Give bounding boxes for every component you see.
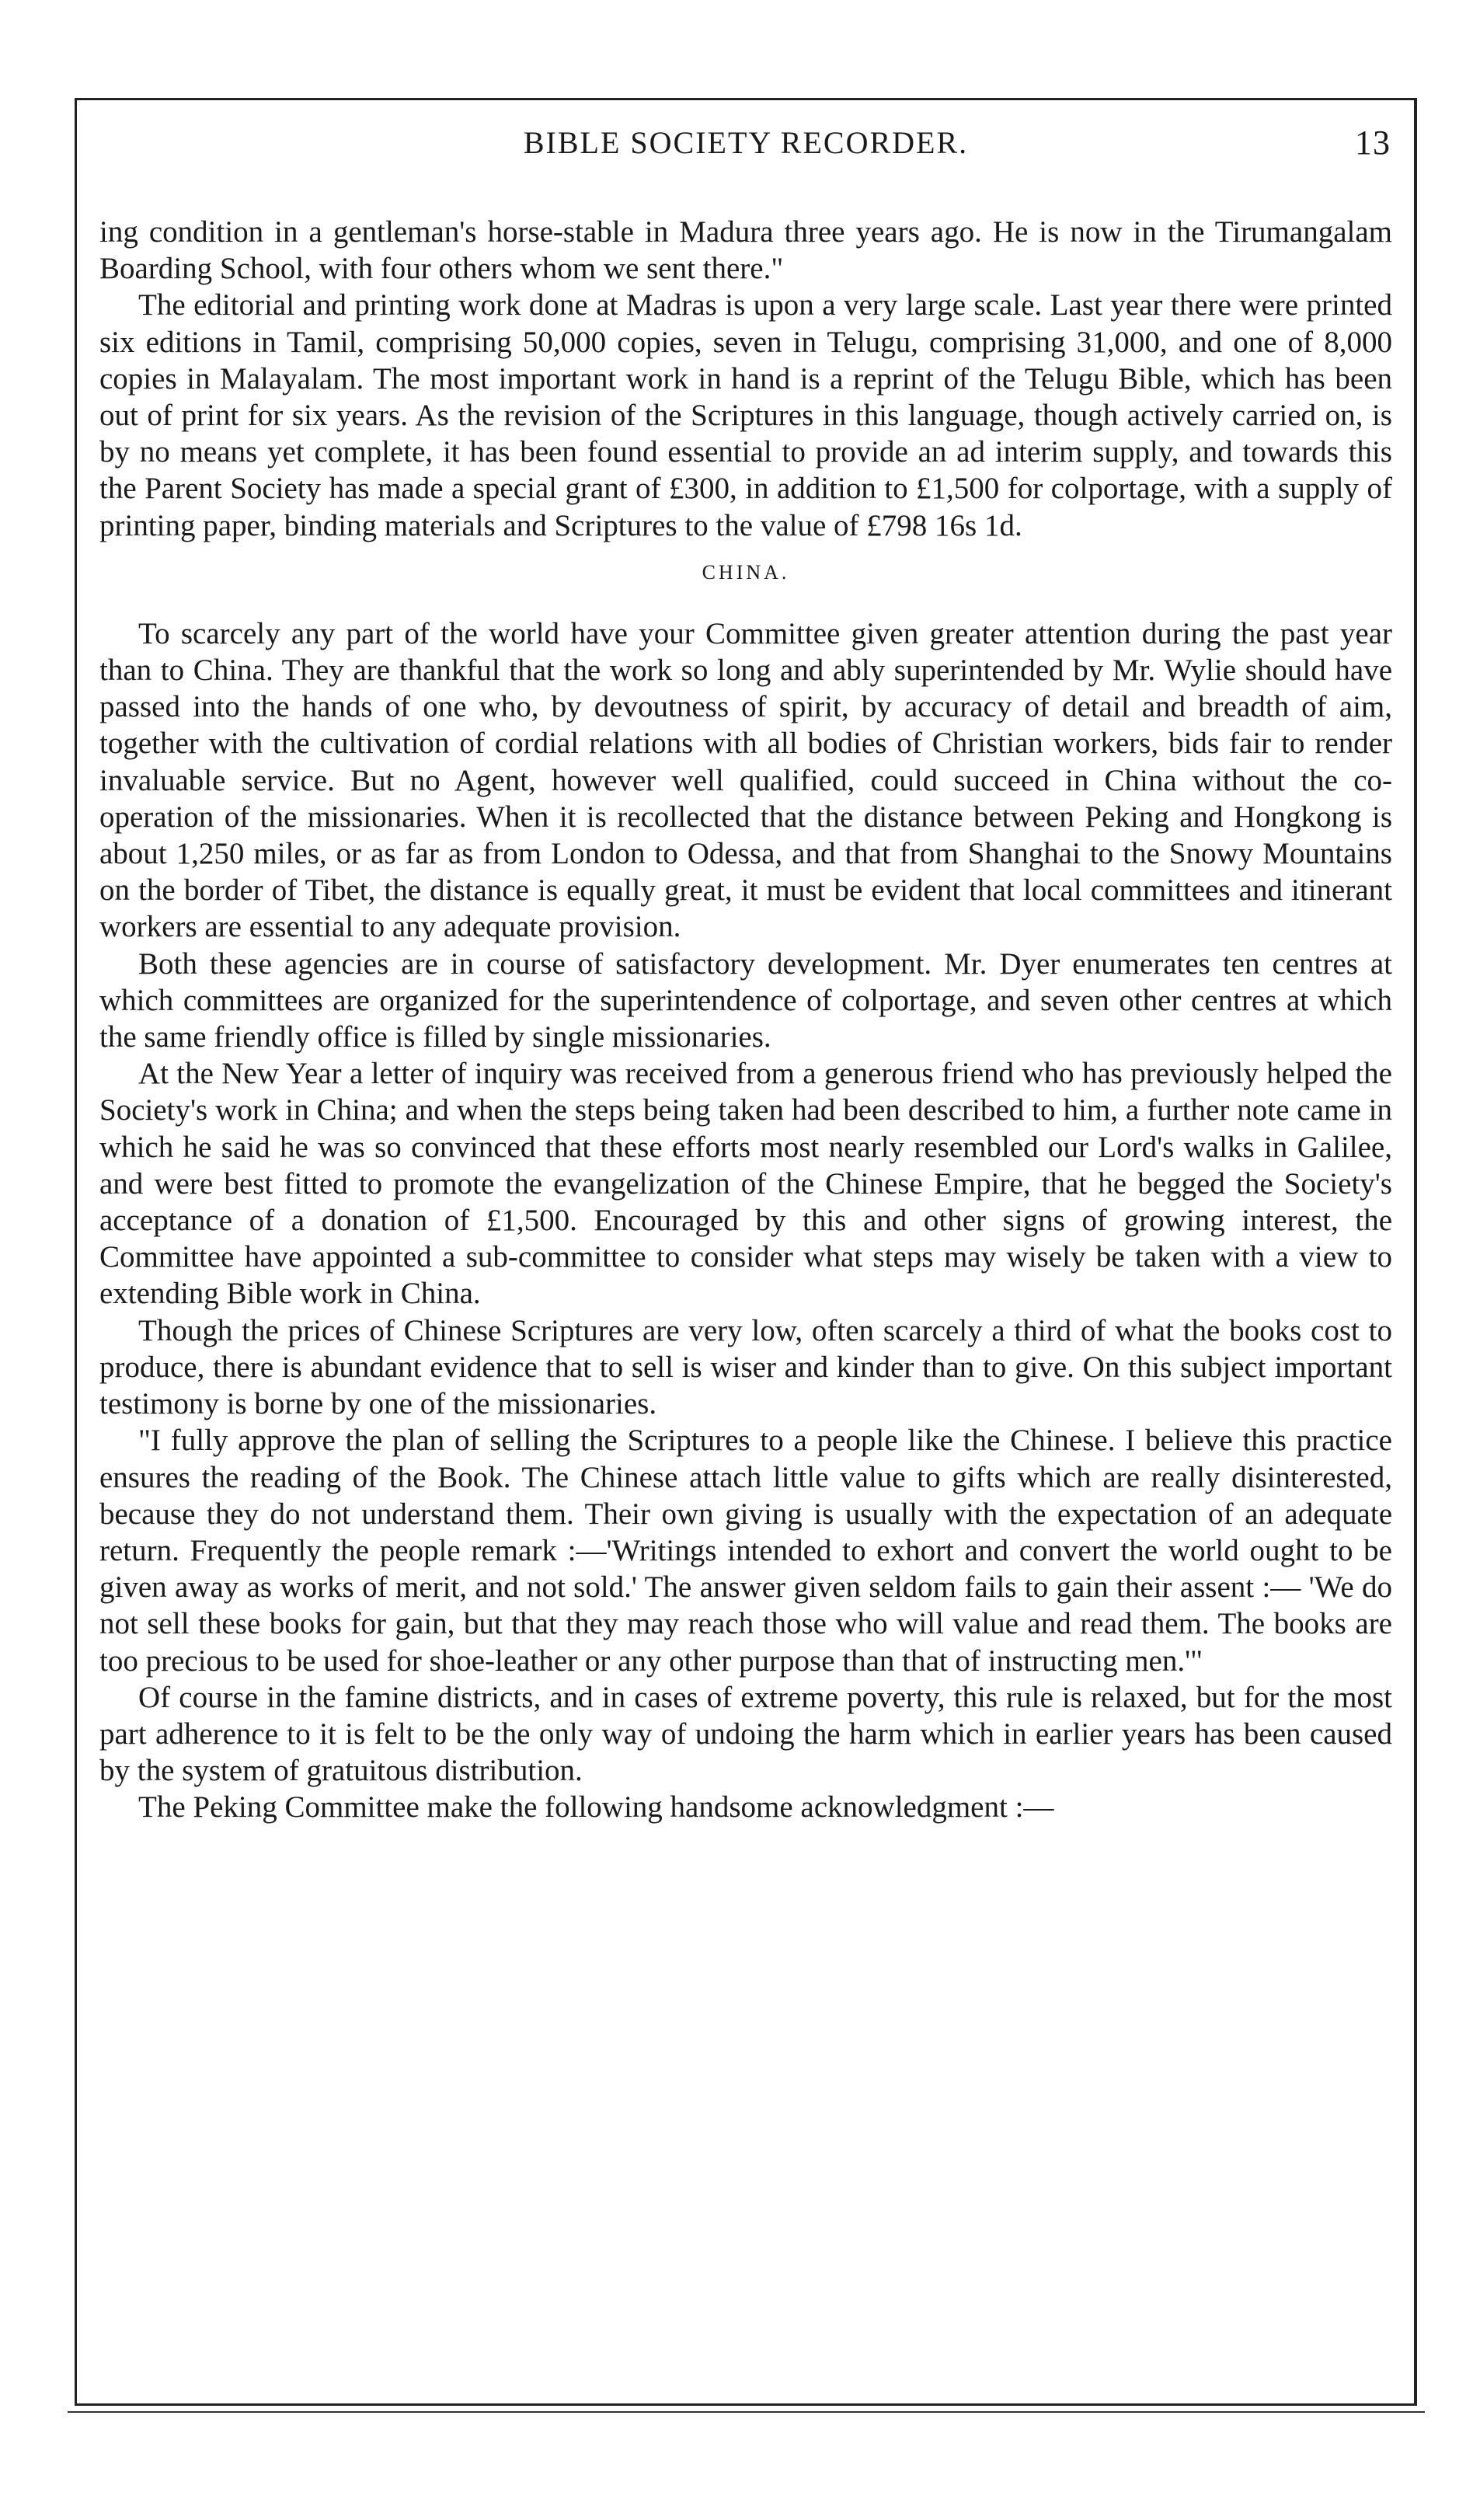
running-head: BIBLE SOCIETY RECORDER. [523,125,969,160]
page-number: 13 [1355,124,1391,162]
paragraph: To scarcely any part of the world have your Committee given greater attention during the past year than to China. They are thankful that the work so long and ably superintended by Mr. Wylie should have passed into the hands of one who, by devoutness of spirit, by accuracy of detail and breadth of aim, together with the cultivation of cordial relations with all bodies of Christian workers, bids fair to render invaluable service. But no Agent, however well qualified, could succeed in China without the co-operation of the missionaries. When it is recollected that the distance between Peking and Hongkong is about 1,250 miles, or as far as from London to Odessa, and that from Shanghai to the Snowy Mountains on the border of Tibet, the distance is equally great, it must be evident that local committees and itinerant workers are essential to any adequate provision. [99,616,1392,944]
article-body [99,214,1392,1826]
paragraph: ing condition in a gentleman's horse-stable in Madura three years ago. He is now in the Tirumangalam Boarding School, with four others whom we sent there." [99,215,1392,286]
paragraph: The Peking Committee make the following handsome acknowledgment :— [138,1790,1054,1825]
paragraph: At the New Year a letter of inquiry was received from a generous friend who has previously helped the Society's work in China; and when the steps being taken had been described to him, a further note came in which he said he was so convinced that these efforts most nearly resembled our Lord's walks in Galilee, and were best fitted to promote the evangelization of the Chinese Empire, that he begged the Society's acceptance of a donation of £1,500. Encouraged by this and other signs of growing interest, the Committee have appointed a sub-committee to consider what steps may wisely be taken with a view to extending Bible work in China. [99,1057,1392,1311]
paragraph: Both these agencies are in course of satisfactory development. Mr. Dyer enumerates ten centres at which committees are organized for the superintendence of colportage, and seven other centres at which the same friendly office is filled by single missionaries. [99,946,1392,1054]
paragraph: Though the prices of Chinese Scriptures are very low, often scarcely a third of what the books cost to produce, there is abundant evidence that to sell is wiser and kinder than to give. On this subject important testimony is borne by one of the missionaries. [99,1313,1392,1421]
paragraph: The editorial and printing work done at Madras is upon a very large scale. Last year there were printed six editions in Tamil, comprising 50,000 copies, seven in Telugu, comprising 31,000, and one of 8,000 copies in Malayalam. The most important work in hand is a reprint of the Telugu Bible, which has been out of print for six years. As the revision of the Scriptures in this language, though actively carried on, is by no means yet complete, it has been found essential to provide an ad interim supply, and towards this the Parent Society has made a special grant of £300, in addition to £1,500 for colportage, with a supply of printing paper, binding materials and Scriptures to the value of £798 16s 1d. [99,288,1392,542]
section-heading: CHINA. [702,560,790,584]
paragraph: Of course in the famine districts, and in cases of extreme poverty, this rule is relaxed, but for the most part adherence to it is felt to be the only way of undoing the harm which in earlier years has been caused by the system of gratuitous distribution. [99,1680,1392,1788]
page-header [101,124,1391,179]
quotation-paragraph: "I fully approve the plan of selling the Scriptures to a people like the Chinese. I believe this practice ensures the reading of the Book. The Chinese attach little value to gifts which are really disinterested, because they do not understand them. Their own giving is usually with the expectation of an adequate return. Frequently the people remark :—'Writings intended to exhort and convert the world ought to be given away as works of merit, and not sold.' The answer given seldom fails to gain their assent :— 'We do not sell these books for gain, but that they may reach those who will value and read them. The books are too precious to be used for shoe-leather or any other purpose than that of instructing men.'" [99,1424,1392,1678]
